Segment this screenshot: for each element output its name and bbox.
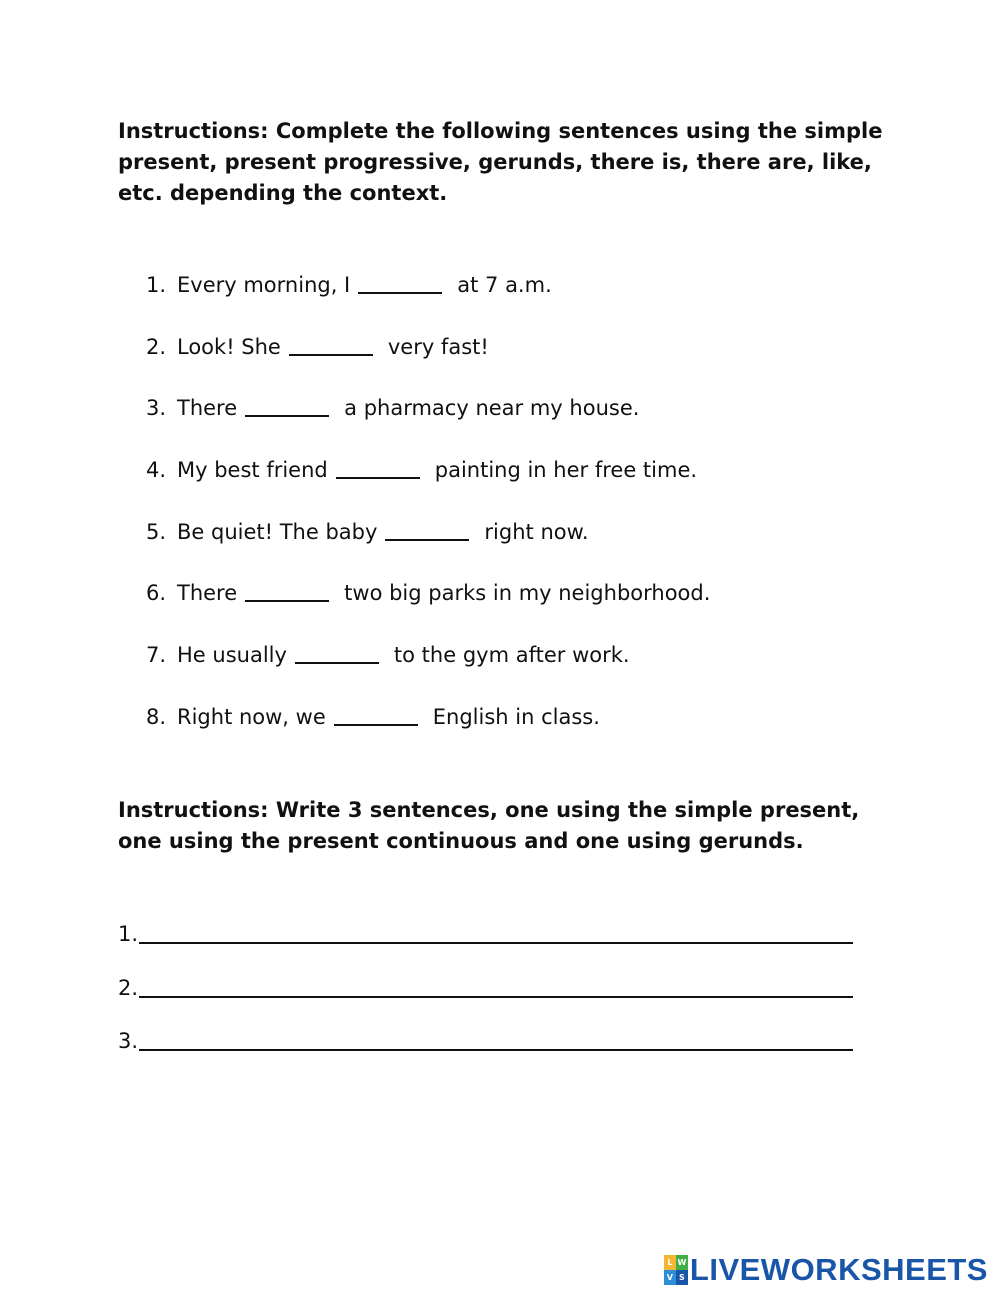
writing-line <box>118 972 853 1026</box>
sentence-end: English in class. <box>432 704 600 729</box>
sentence-start: There <box>177 581 238 606</box>
writing-line <box>118 918 853 972</box>
sentence-end: two big parks in my neighborhood. <box>344 581 711 606</box>
line-number: 2. <box>118 975 139 1000</box>
answer-blank[interactable] <box>385 515 469 541</box>
exercise-item <box>146 453 710 515</box>
line-number: 3. <box>118 1029 139 1053</box>
answer-blank[interactable] <box>358 268 442 294</box>
item-number: 6. <box>146 581 167 606</box>
sentence-start: There <box>177 396 238 421</box>
exercise-item <box>146 515 710 577</box>
sentence-start: Right now, we <box>177 704 326 729</box>
brand-name: LIVEWORKSHEETS <box>689 1252 988 1287</box>
logo-tile: W <box>676 1255 688 1270</box>
exercise-item <box>146 391 710 453</box>
item-number: 5. <box>146 519 167 544</box>
sentence-end: very fast! <box>387 334 489 359</box>
liveworksheets-logo-icon <box>664 1255 688 1285</box>
logo-tile: S <box>676 1270 688 1285</box>
item-number: 2. <box>146 334 167 359</box>
sentence-start: Be quiet! The baby <box>177 519 378 544</box>
answer-blank[interactable] <box>245 576 329 602</box>
item-number: 8. <box>146 704 167 729</box>
exercise-item <box>146 330 710 392</box>
item-number: 4. <box>146 458 167 483</box>
sentence-end: to the gym after work. <box>393 643 630 668</box>
sentence-start: He usually <box>177 643 287 668</box>
answer-line[interactable] <box>139 972 853 998</box>
answer-blank[interactable] <box>295 638 379 664</box>
instructions-1: Instructions: Complete the following sentences using the simple present, present progressive, gerunds, there is, there are, like, etc. depending the context. <box>118 119 883 205</box>
answer-blank[interactable] <box>245 391 329 417</box>
exercise-item <box>146 576 710 638</box>
sentence-start: Look! She <box>177 334 281 359</box>
liveworksheets-brand <box>664 1252 988 1288</box>
answer-line[interactable] <box>139 918 853 944</box>
sentence-start: Every morning, I <box>177 273 351 297</box>
sentence-end: right now. <box>484 519 589 544</box>
logo-tile: V <box>664 1270 676 1285</box>
exercise-item <box>146 268 710 330</box>
answer-blank[interactable] <box>336 453 420 479</box>
exercise-item <box>146 700 710 762</box>
item-number: 1. <box>146 273 167 297</box>
instructions-2: Instructions: Write 3 sentences, one using the simple present, one using the present continuous and one using gerunds. <box>118 798 860 853</box>
answer-blank[interactable] <box>289 330 373 356</box>
sentence-start: My best friend <box>177 458 328 483</box>
exercise-item <box>146 638 710 700</box>
writing-line <box>118 1025 853 1079</box>
item-number: 3. <box>146 396 167 421</box>
answer-line[interactable] <box>139 1025 853 1051</box>
line-number: 1. <box>118 922 139 946</box>
writing-lines <box>118 918 853 1079</box>
logo-tile: L <box>664 1255 676 1270</box>
sentence-end: a pharmacy near my house. <box>344 396 640 421</box>
exercise-list <box>146 268 710 762</box>
item-number: 7. <box>146 643 167 668</box>
sentence-end: at 7 a.m. <box>457 273 552 297</box>
answer-blank[interactable] <box>334 700 418 726</box>
sentence-end: painting in her free time. <box>434 458 698 483</box>
